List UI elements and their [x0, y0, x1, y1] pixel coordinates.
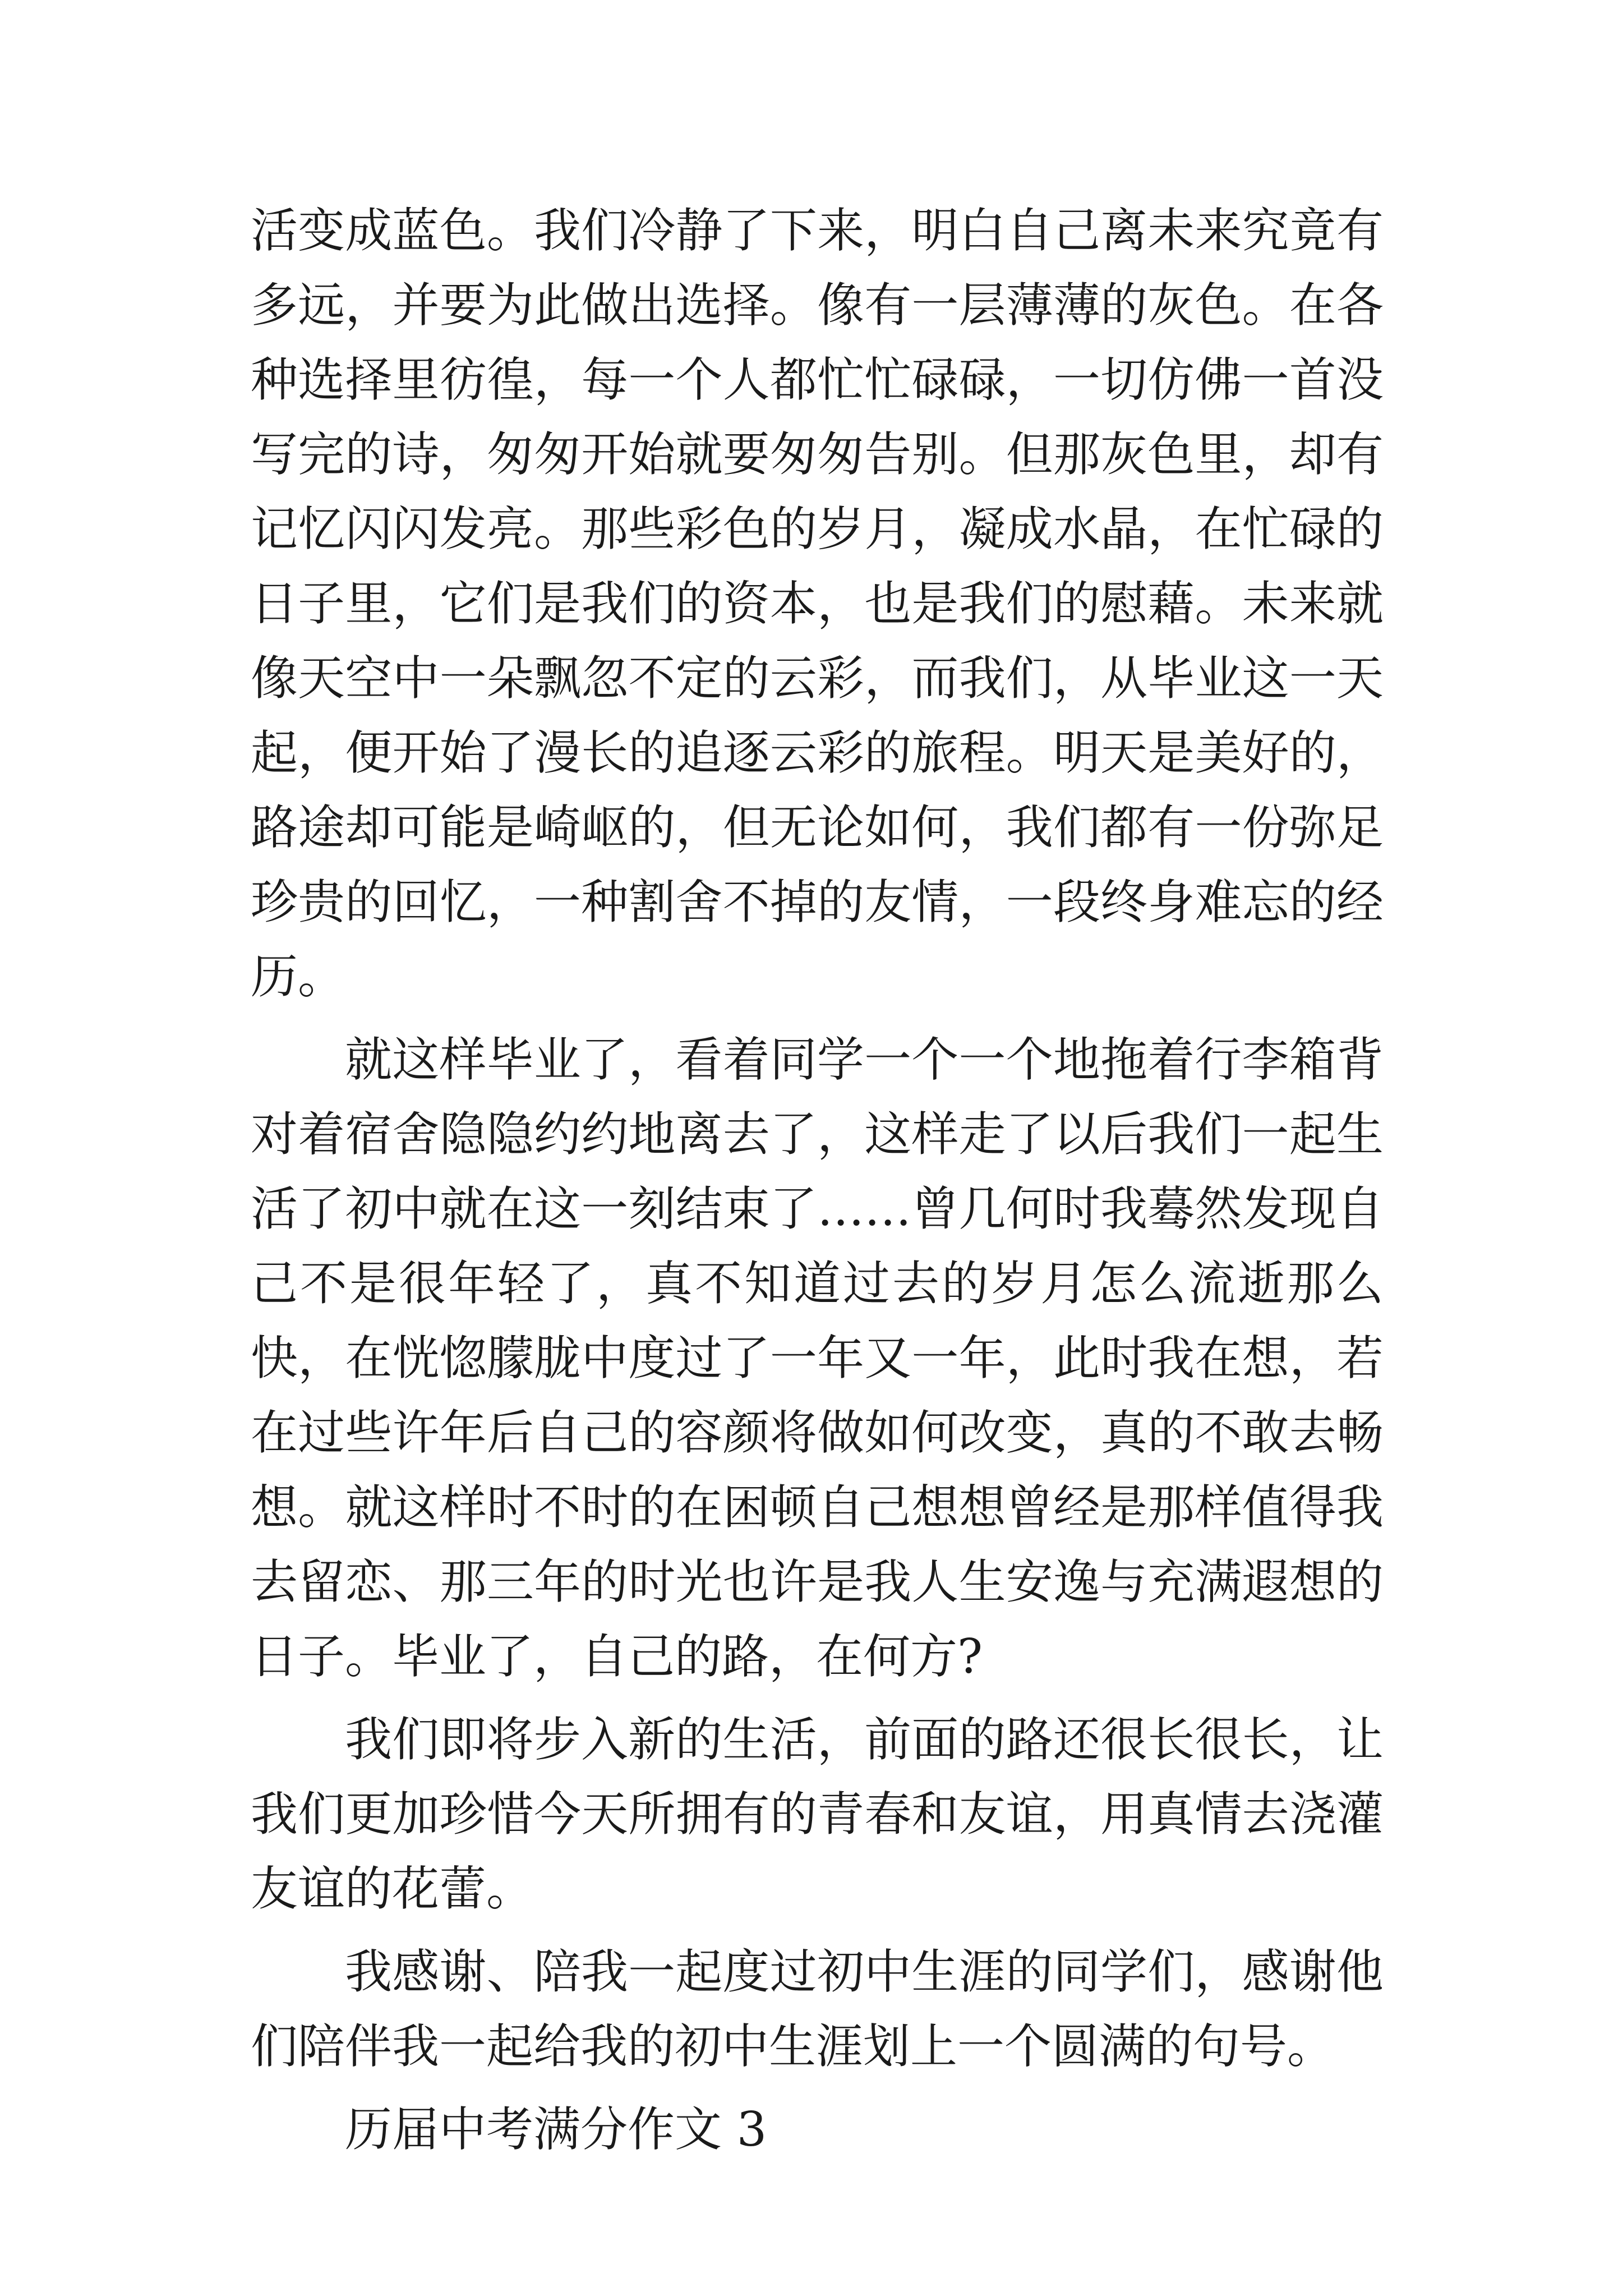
paragraph-continued: 活变成蓝色。我们冷静了下来，明白自己离未来究竟有多远，并要为此做出选择。像有一层薄薄的灰色。在各种选择里彷徨，每一个人都忙忙碌碌，一切仿佛一首没写完的诗，匆匆开始就要匆匆告别。但那灰色里，却有记忆闪闪发亮。那些彩色的岁月，凝成水晶，在忙碌的日子里，它们是我们的资本，也是我们的慰藉。未来就像天空中一朵飘忽不定的云彩，而我们，从毕业这一天起，便开始了漫长的追逐云彩的旅程。明天是美好的，路途却可能是崎岖的，但无论如何，我们都有一份弥足珍贵的回忆，一种割舍不掉的友情，一段终身难忘的经历。 [251, 203, 1384, 1004]
section-heading: 历届中考满分作文 3 [345, 2102, 767, 2157]
paragraph: 就这样毕业了，看着同学一个一个地拖着行李箱背对着宿舍隐隐约约地离去了，这样走了以后我们一起生活了初中就在这一刻结束了……曾几何时我蓦然发现自己不是很年轻了，真不知道过去的岁月怎么流逝那么快，在恍惚朦胧中度过了一年又一年，此时我在想，若在过些许年后自己的容颜将做如何改变，真的不敢去畅想。就这样时不时的在困顿自己想想曾经是那样值得我去留恋、那三年的时光也许是我人生安逸与充满遐想的日子。毕业了，自己的路，在何方? [251, 1032, 1384, 1684]
paragraph: 我感谢、陪我一起度过初中生涯的同学们，感谢他们陪伴我一起给我的初中生涯划上一个圆满的句号。 [251, 1944, 1384, 2074]
paragraph: 我们即将步入新的生活，前面的路还很长很长，让我们更加珍惜今天所拥有的青春和友谊，用真情去浇灌友谊的花蕾。 [251, 1712, 1384, 1916]
body-text [251, 194, 1384, 2167]
